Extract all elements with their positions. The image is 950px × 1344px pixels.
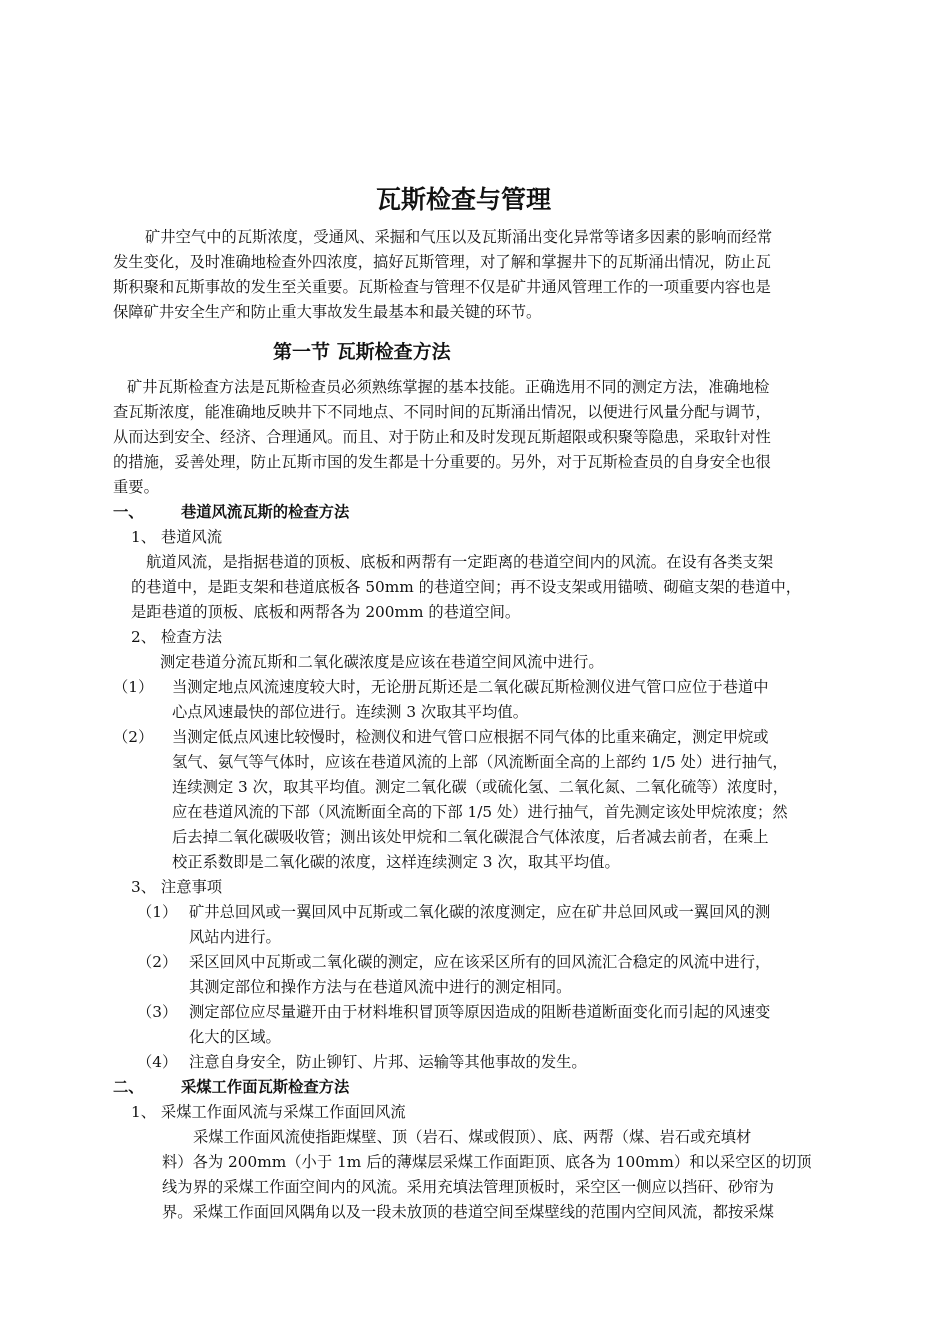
sub-number: （2） bbox=[113, 728, 154, 746]
item-label: 1、 采煤工作面风流与采煤工作面回风流 bbox=[131, 1103, 406, 1121]
sub-body-line: 应在巷道风流的下部（风流断面全高的下部 1/5 处）进行抽气，首先测定该处甲烷浓度；然 bbox=[172, 803, 788, 821]
item-body-line: 的巷道中，是距支架和巷道底板各 50mm 的巷道空间；再不设支架或用锚喷、砌碹支架的巷道中， bbox=[131, 578, 802, 596]
sub-body-line: 采区回风中瓦斯或二氧化碳的测定，应在该采区所有的回风流汇合稳定的风流中进行， bbox=[189, 953, 771, 971]
section-title: 第一节 瓦斯检查方法 bbox=[273, 341, 451, 363]
document-title: 瓦斯检查与管理 bbox=[376, 185, 552, 214]
sub-body-line: 后去掉二氧化碳吸收管；测出该处甲烷和二氧化碳混合气体浓度，后者减去前者，在乘上 bbox=[172, 828, 769, 846]
part1-number: 一、 bbox=[113, 503, 144, 521]
sub-number: （3） bbox=[137, 1003, 178, 1021]
section-intro-line: 从而达到安全、经济、合理通风。而且、对于防止和及时发现瓦斯超限或积聚等隐患，采取针对性 bbox=[113, 428, 771, 446]
item-label: 1、 巷道风流 bbox=[131, 528, 223, 546]
intro-line: 斯积聚和瓦斯事故的发生至关重要。瓦斯检查与管理不仅是矿井通风管理工作的一项重要内容也是 bbox=[113, 278, 771, 296]
section-intro-line: 矿井瓦斯检查方法是瓦斯检查员必须熟练掌握的基本技能。正确选用不同的测定方法，准确地检 bbox=[127, 378, 770, 396]
item-body-line: 采煤工作面风流使指距煤壁、顶（岩石、煤或假顶）、底、两帮（煤、岩石或充填材 bbox=[193, 1128, 752, 1146]
sub-body-line: 风站内进行。 bbox=[189, 928, 281, 946]
intro-line: 矿井空气中的瓦斯浓度，受通风、采掘和气压以及瓦斯涌出变化异常等诸多因素的影响而经常 bbox=[145, 228, 773, 246]
sub-body-line: 测定部位应尽量避开由于材料堆积冒顶等原因造成的阻断巷道断面变化而引起的风速变 bbox=[189, 1003, 771, 1021]
sub-body-line: 校正系数即是二氧化碳的浓度，这样连续测定 3 次，取其平均值。 bbox=[172, 853, 620, 871]
sub-number: （1） bbox=[113, 678, 154, 696]
sub-body-line: 当测定低点风速比较慢时，检测仪和进气管口应根据不同气体的比重来确定，测定甲烷或 bbox=[172, 728, 769, 746]
sub-body-line: 连续测定 3 次，取其平均值。测定二氧化碳（或硫化氢、二氧化氮、二氧化硫等）浓度时， bbox=[172, 778, 789, 796]
sub-body-line: 心点风速最快的部位进行。连续测 3 次取其平均值。 bbox=[172, 703, 528, 721]
sub-number: （4） bbox=[137, 1053, 178, 1071]
part2-heading: 采煤工作面瓦斯检查方法 bbox=[181, 1078, 350, 1096]
section-intro-line: 重要。 bbox=[113, 478, 159, 496]
part1-heading: 巷道风流瓦斯的检查方法 bbox=[181, 503, 350, 521]
part2-number: 二、 bbox=[113, 1078, 144, 1096]
sub-body-line: 当测定地点风流速度较大时，无论册瓦斯还是二氧化碳瓦斯检测仪进气管口应位于巷道中 bbox=[172, 678, 769, 696]
sub-number: （1） bbox=[137, 903, 178, 921]
sub-body-line: 其测定部位和操作方法与在巷道风流中进行的测定相同。 bbox=[189, 978, 572, 996]
item-body-line: 是距巷道的顶板、底板和两帮各为 200mm 的巷道空间。 bbox=[131, 603, 521, 621]
section-intro-line: 的措施，妥善处理，防止瓦斯市国的发生都是十分重要的。另外，对于瓦斯检查员的自身安全也很 bbox=[113, 453, 771, 471]
sub-body-line: 矿井总回风或一翼回风中瓦斯或二氧化碳的浓度测定，应在矿井总回风或一翼回风的测 bbox=[189, 903, 771, 921]
sub-body-line: 氢气、氨气等气体时，应该在巷道风流的上部（风流断面全高的上部约 1/5 处）进行抽气， bbox=[172, 753, 788, 771]
sub-body-line: 注意自身安全，防止铆钉、片邦、运输等其他事故的发生。 bbox=[189, 1053, 587, 1071]
item-body-line: 界。采煤工作面回风隅角以及一段未放顶的巷道空间至煤壁线的范围内空间风流，都按采煤 bbox=[162, 1203, 774, 1221]
item-body-line: 线为界的采煤工作面空间内的风流。采用充填法管理顶板时，采空区一侧应以挡矸、砂帘为 bbox=[162, 1178, 774, 1196]
sub-number: （2） bbox=[137, 953, 178, 971]
item-body-line: 料）各为 200mm（小于 1m 后的薄煤层采煤工作面距顶、底各为 100mm）和以采空区的切顶 bbox=[162, 1153, 812, 1171]
sub-body-line: 化大的区域。 bbox=[189, 1028, 281, 1046]
section-intro-line: 查瓦斯浓度，能准确地反映井下不同地点、不同时间的瓦斯涌出情况，以便进行风量分配与调节， bbox=[113, 403, 771, 421]
item-label: 2、 检查方法 bbox=[131, 628, 223, 646]
item-body-line: 航道风流，是指据巷道的顶板、底板和两帮有一定距离的巷道空间内的风流。在设有各类支架 bbox=[146, 553, 774, 571]
intro-line: 发生变化，及时准确地检查外四浓度，搞好瓦斯管理，对了解和掌握井下的瓦斯涌出情况，防止瓦 bbox=[113, 253, 771, 271]
item-label: 3、 注意事项 bbox=[131, 878, 223, 896]
intro-line: 保障矿井安全生产和防止重大事故发生最基本和最关键的环节。 bbox=[113, 303, 542, 321]
item-lead-line: 测定巷道分流瓦斯和二氧化碳浓度是应该在巷道空间风流中进行。 bbox=[160, 653, 604, 671]
